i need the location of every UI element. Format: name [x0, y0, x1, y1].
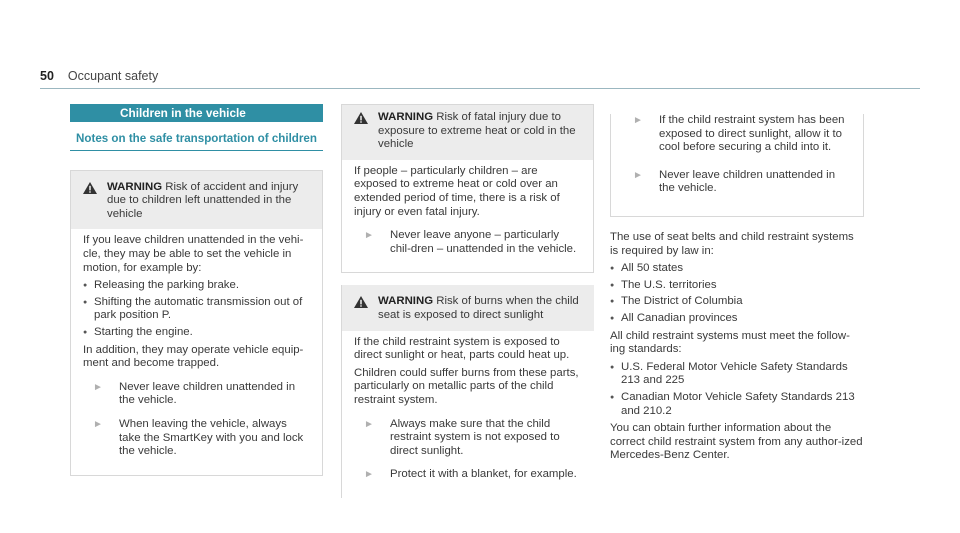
note-text: Never leave children unattended in the vehicle.	[119, 380, 296, 407]
note-item	[623, 169, 851, 196]
warning-message: Risk of burns when the child seat is exposed to direct sunlight	[378, 295, 579, 321]
list-item: ● The District of Columbia	[610, 295, 864, 309]
warning-label: WARNING	[378, 111, 434, 123]
list-item: ● Releasing the parking brake.	[83, 279, 310, 293]
bullet-list	[610, 361, 864, 418]
note-item	[354, 468, 582, 482]
note-item	[354, 229, 581, 256]
paragraph: All child restraint systems must meet the follow-ing standards:	[610, 329, 850, 356]
warning-message: Risk of accident and injury due to children left unattended in the vehicle	[107, 180, 299, 220]
warning-header	[71, 171, 322, 230]
arrow-right-icon: ►	[364, 469, 374, 481]
section-title: Children in the vehicle	[70, 104, 323, 122]
note-text: Never leave anyone – particularly chil-dren – unattended in the vehicle.	[390, 229, 577, 255]
warning-body	[342, 331, 594, 499]
note-item	[83, 418, 310, 459]
paragraph: You can obtain further information about the correct child restraint system from any author-ized Mercedes-Benz Center.	[610, 422, 863, 462]
warning-box-accident	[70, 170, 323, 476]
list-item: ● Canadian Motor Vehicle Safety Standards 213 and 210.2	[610, 391, 864, 418]
warning-header	[342, 285, 594, 330]
list-item: ● All Canadian provinces	[610, 312, 864, 326]
legal-section	[610, 231, 864, 463]
note-text: Never leave children unattended in the vehicle.	[659, 168, 836, 195]
notes-body	[611, 114, 863, 212]
list-item: ● U.S. Federal Motor Vehicle Safety Standards 213 and 225	[610, 361, 864, 388]
list-item: ● Starting the engine.	[83, 326, 310, 340]
subheading: Notes on the safe transportation of children	[76, 132, 317, 145]
column-1	[70, 104, 323, 476]
warning-body	[71, 229, 322, 474]
paragraph: In addition, they may operate vehicle equip-ment and become trapped.	[83, 343, 304, 370]
warning-label: WARNING	[107, 180, 163, 193]
note-text: Protect it with a blanket, for example.	[390, 468, 577, 481]
arrow-right-icon: ►	[364, 230, 374, 242]
warning-body	[342, 160, 593, 273]
list-item: ● Shifting the automatic transmission out of park position P.	[83, 296, 310, 323]
warning-text	[107, 181, 310, 222]
bullet-list	[83, 279, 310, 339]
note-item	[83, 381, 310, 408]
bullet-list	[610, 262, 864, 325]
paragraph: Children could suffer burns from these parts, particularly on metallic parts of the child restraint system.	[354, 366, 579, 406]
warning-text	[378, 295, 582, 322]
arrow-right-icon: ►	[633, 169, 643, 181]
list-item: ● All 50 states	[610, 262, 864, 276]
warning-triangle-icon	[83, 181, 101, 222]
subheading-rule	[70, 150, 323, 151]
warning-box-burns	[341, 285, 594, 498]
warning-text	[378, 111, 581, 152]
column-2	[341, 104, 594, 498]
warning-label: WARNING	[378, 295, 434, 308]
paragraph: If you leave children unattended in the vehi-cle, they may be able to set the vehicle in motion, for example by:	[83, 234, 304, 274]
note-item	[354, 418, 582, 459]
arrow-right-icon: ►	[93, 381, 103, 393]
list-item: ● The U.S. territories	[610, 279, 864, 293]
warning-triangle-icon	[354, 111, 372, 152]
page-title: Occupant safety	[67, 69, 159, 83]
paragraph: If people – particularly children – are exposed to extreme heat or cold over an extended period of time, there is a risk of injury or even fatal injury.	[354, 164, 560, 218]
notes-box	[610, 114, 864, 217]
paragraph: If the child restraint system is exposed to direct sunlight or heat, parts could heat up.	[354, 335, 570, 362]
paragraph: The use of seat belts and child restraint systems is required by law in:	[610, 230, 854, 257]
header-rule	[40, 88, 920, 89]
warning-box-heat	[341, 104, 594, 273]
arrow-right-icon: ►	[364, 418, 374, 430]
arrow-right-icon: ►	[633, 115, 643, 126]
note-item	[623, 114, 851, 155]
note-text: Always make sure that the child restraint system is not exposed to direct sunlight.	[390, 417, 560, 457]
warning-message: Risk of fatal injury due to exposure to extreme heat or cold in the vehicle	[378, 111, 576, 151]
note-text: If the child restraint system has been exposed to direct sunlight, allow it to cool before securing a child into it.	[659, 114, 845, 154]
column-3	[610, 104, 864, 467]
warning-triangle-icon	[354, 295, 372, 322]
warning-header	[342, 105, 593, 160]
note-text: When leaving the vehicle, always take the SmartKey with you and lock the vehicle.	[119, 417, 304, 458]
page-header	[40, 70, 158, 84]
arrow-right-icon: ►	[93, 418, 103, 430]
page-number: 50	[40, 69, 54, 83]
